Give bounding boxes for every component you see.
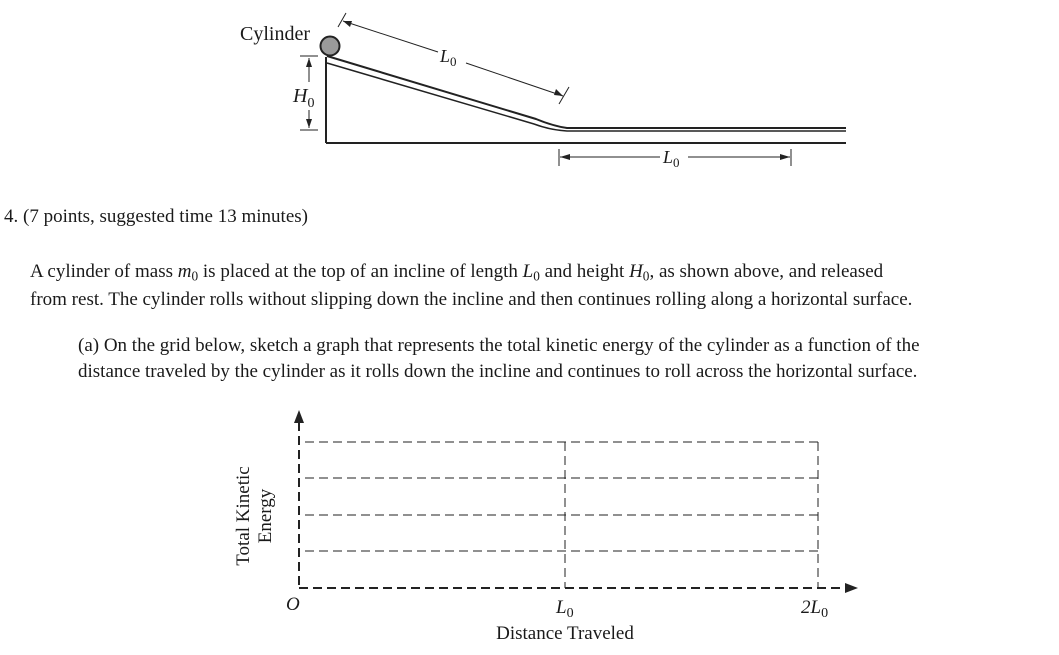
x-axis-arrow xyxy=(845,583,858,593)
answer-graph xyxy=(294,410,858,593)
height-label: $H_0$ xyxy=(293,85,315,111)
part-a-line2: distance traveled by the cylinder as it rolls down the incline and continues to roll across the horizontal surface. xyxy=(78,361,918,382)
grid-horizontal-lines xyxy=(305,442,818,551)
y-axis-arrow xyxy=(294,410,304,423)
x-tick-label-l0: $L_0$ xyxy=(556,597,574,621)
incline-length-line-b xyxy=(466,63,563,96)
cylinder-shape xyxy=(321,37,340,56)
question-stem-line2: from rest. The cylinder rolls without slipping down the incline and then continues rolling along a horizontal surface. xyxy=(30,289,913,310)
flat-arrow-right xyxy=(780,154,790,160)
flat-arrow-left xyxy=(560,154,570,160)
x-tick-label-2l0: $2L_0$ xyxy=(801,597,829,621)
flat-length-label: $L_0$ xyxy=(663,147,680,170)
height-arrow-down xyxy=(306,119,312,128)
incline-diagram xyxy=(300,13,846,166)
question-stem-line1: A cylinder of mass $m_0$ is placed at the top of an incline of length $L_0$ and height $H_0$, as shown above, and released xyxy=(30,261,884,284)
origin-label: O xyxy=(286,594,300,615)
height-arrow-up xyxy=(306,58,312,67)
incline-length-start-tick xyxy=(338,13,346,27)
ramp-underside xyxy=(327,63,846,131)
ramp-surface xyxy=(327,56,846,128)
question-number: 4. xyxy=(4,206,19,227)
question-points-note: (7 points, suggested time 13 minutes) xyxy=(23,206,308,227)
cylinder-label: Cylinder xyxy=(240,23,310,45)
part-a-line1: (a) On the grid below, sketch a graph that represents the total kinetic energy of the cylinder as a function of the xyxy=(78,335,920,356)
incline-arrow-start xyxy=(343,21,352,27)
incline-length-line-a xyxy=(343,21,438,52)
incline-arrow-end xyxy=(554,89,563,96)
part-a-prompt xyxy=(78,333,920,385)
answer-graph-labels xyxy=(233,466,828,644)
y-axis-label-line1: Total Kinetic xyxy=(233,466,254,566)
question-heading xyxy=(4,206,308,228)
x-axis-label: Distance Traveled xyxy=(496,623,634,644)
question-stem xyxy=(30,258,912,314)
incline-length-label: $L_0$ xyxy=(440,46,457,69)
y-axis-label-line2: Energy xyxy=(255,488,276,544)
